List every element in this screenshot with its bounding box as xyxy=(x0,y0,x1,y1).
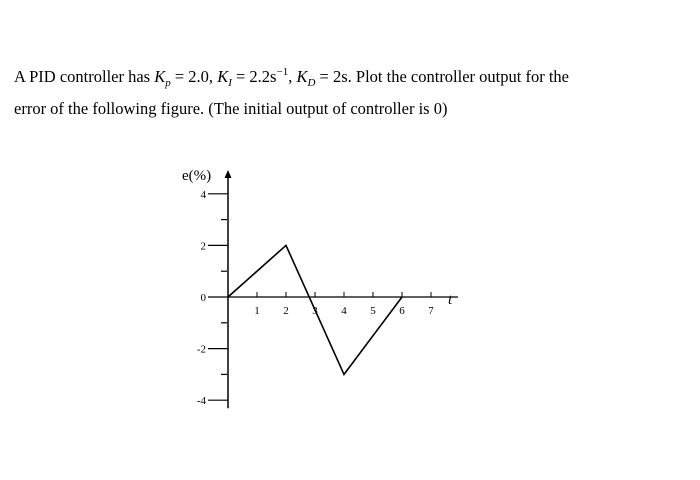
ki-symbol: $K_I$ xyxy=(217,67,232,89)
y-axis-label: e(%) xyxy=(182,168,212,184)
x-tick-label: 1 xyxy=(254,305,260,317)
x-tick-label: 6 xyxy=(399,305,405,317)
axis-tick-labels xyxy=(197,189,434,407)
y-tick-label: 2 xyxy=(200,240,206,253)
y-tick-label: -4 xyxy=(196,395,206,408)
kp-value: = 2.0, xyxy=(174,67,214,86)
kp-symbol: $K_p$ xyxy=(154,67,171,89)
kd-value: = 2s xyxy=(319,67,348,86)
y-tick-label: 4 xyxy=(200,188,206,201)
kd-symbol: $K_D$ xyxy=(296,67,316,89)
problem-intro: A PID controller has xyxy=(14,67,155,86)
y-tick-label: 0 xyxy=(200,292,206,304)
x-tick-label: 4 xyxy=(341,305,347,317)
sentence-end: . Plot the controller output for the xyxy=(347,67,569,86)
x-tick-label: 3 xyxy=(312,305,318,317)
x-tick-label: 7 xyxy=(428,305,434,317)
problem-line-2: error of the following figure. (The initial output of controller is 0) xyxy=(14,99,448,118)
y-tick-label: -2 xyxy=(196,343,206,356)
y-axis-arrow xyxy=(225,170,232,178)
x-tick-label: 2 xyxy=(283,305,289,317)
x-tick-label: 5 xyxy=(370,305,376,317)
x-axis-label: t xyxy=(448,292,453,308)
ki-value: = $2.2s^{-1}$, xyxy=(236,66,293,86)
axes xyxy=(225,170,459,408)
